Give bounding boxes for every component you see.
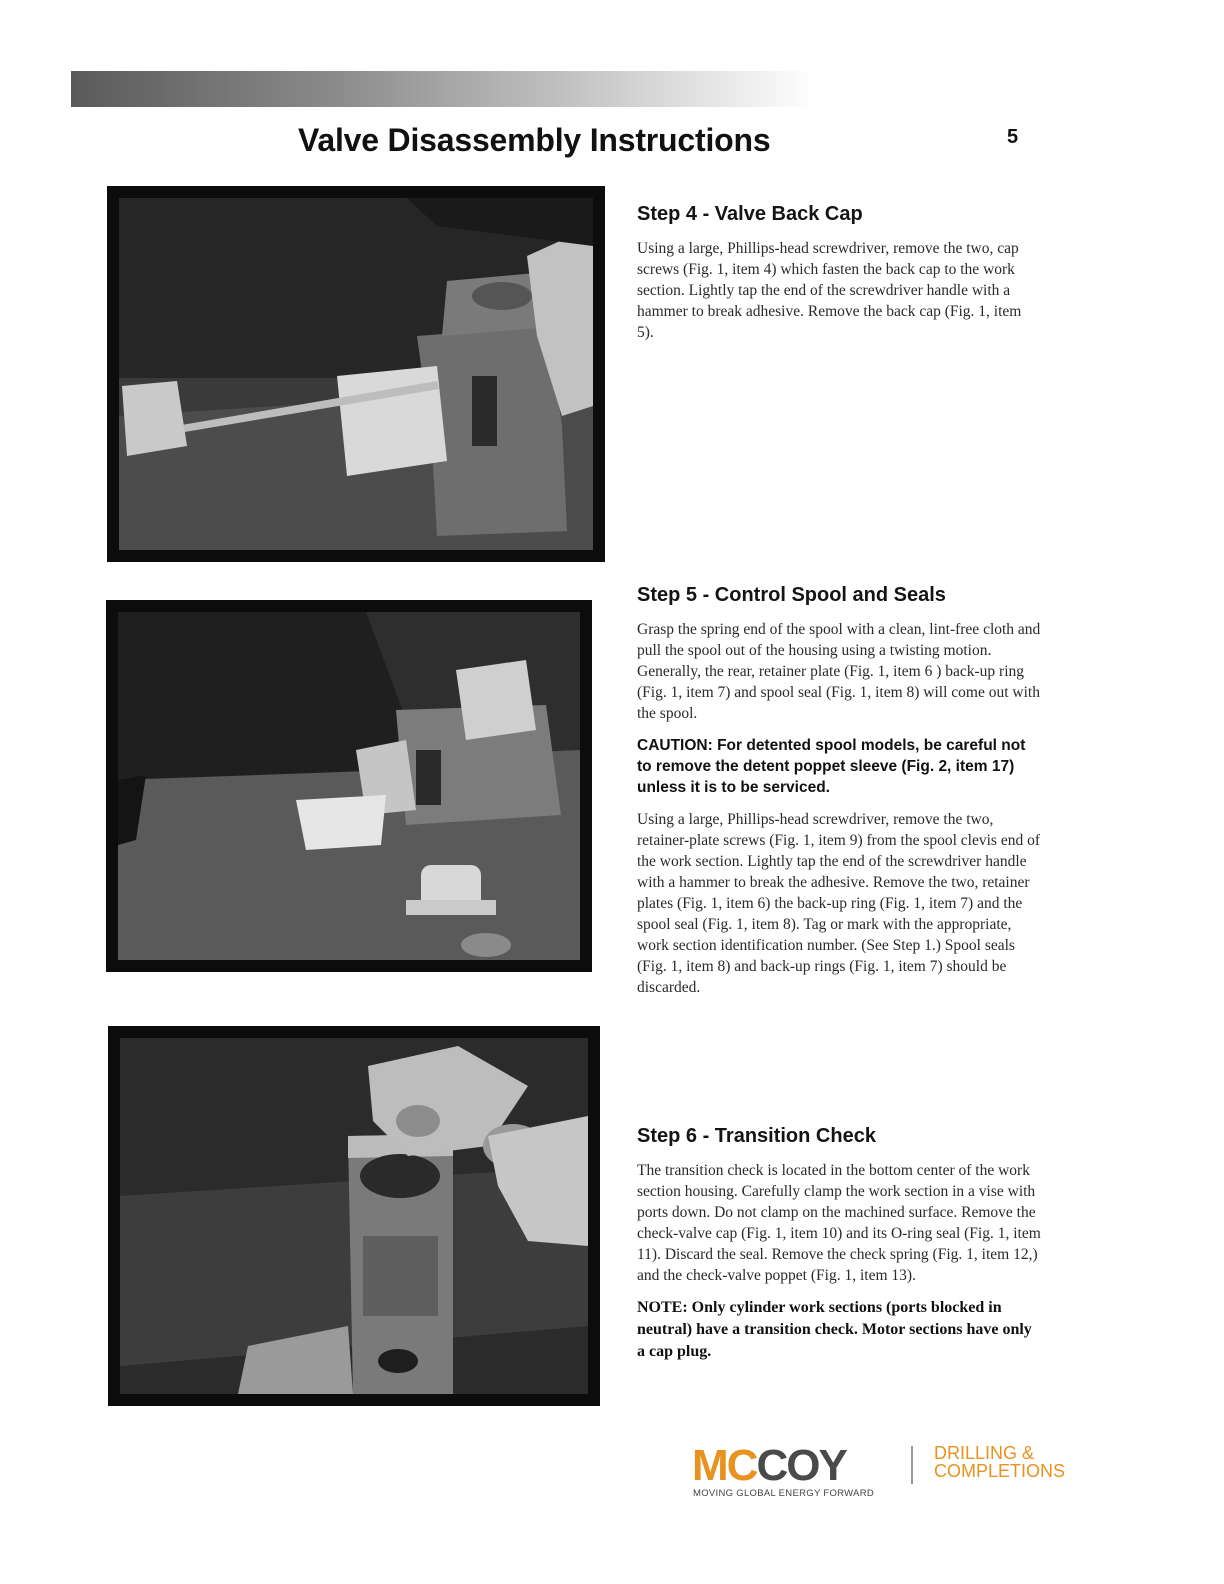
logo-division-line-1: DRILLING & bbox=[934, 1443, 1035, 1463]
step-4-section bbox=[637, 203, 1042, 354]
logo-division-line-2: COMPLETIONS bbox=[934, 1461, 1066, 1481]
photo-step-6-transition-check bbox=[108, 1026, 600, 1406]
logo-mc: MC bbox=[692, 1441, 757, 1490]
step-4-body: Using a large, Phillips-head screwdriver, remove the two, cap screws (Fig. 1, item 4) which fasten the back cap to the work section. Lightly tap the end of the screwdriver handle with a hammer to break adhesive. Remove the back cap (Fig. 1, item 5). bbox=[637, 240, 1022, 341]
step-5-body: Grasp the spring end of the spool with a clean, lint-free cloth and pull the spool out of the housing using a twisting motion. Generally, the rear, retainer plate (Fig. 1, item 6 ) back-up ring (Fig. 1, item 7) and spool seal (Fig. 1, item 8) will come out with the spool. bbox=[637, 621, 1041, 722]
header-gradient-bar bbox=[71, 71, 816, 107]
page-number: 5 bbox=[1007, 126, 1019, 148]
step-5-heading: Step 5 - Control Spool and Seals bbox=[637, 584, 946, 606]
step-5-body-continued: Using a large, Phillips-head screwdriver, remove the two, retainer-plate screws (Fig. 1, item 9) from the spool clevis end of the work section. Lightly tap the end of the screwdriver handle with a hammer to break the adhesive. Remove the two, retainer plates (Fig. 1, item 6) the back-up ring (Fig. 1, item 7) and the spool seal (Fig. 1, item 8). Tag or mark with the appropriate, work section identification number. (See Step 1.) Spool seals (Fig. 1, item 8) and back-up rings (Fig. 1, item 7) should be discarded. bbox=[637, 811, 1040, 996]
step-6-heading: Step 6 - Transition Check bbox=[637, 1125, 876, 1147]
logo-division bbox=[934, 1444, 1065, 1480]
step-6-section bbox=[637, 1125, 1042, 1374]
page-title: Valve Disassembly Instructions bbox=[298, 122, 771, 158]
step-5-section bbox=[637, 584, 1042, 1009]
photo-step-4-back-cap bbox=[107, 186, 605, 562]
logo-divider bbox=[911, 1446, 913, 1484]
step-5-caution: CAUTION: For detented spool models, be careful not to remove the detent poppet sleeve (Fig. 2, item 17) unless it is to be serviced. bbox=[637, 737, 1026, 796]
step-6-note: NOTE: Only cylinder work sections (ports blocked in neutral) have a transition check. Motor sections have only a cap plug. bbox=[637, 1299, 1032, 1360]
step-4-heading: Step 4 - Valve Back Cap bbox=[637, 203, 863, 225]
photo-step-5-control-spool bbox=[106, 600, 592, 972]
step-6-body: The transition check is located in the bottom center of the work section housing. Carefully clamp the work section in a vise with ports down. Do not clamp on the machined surface. Remove the check-valve cap (Fig. 1, item 10) and its O-ring seal (Fig. 1, item 11). Discard the seal. Remove the check spring (Fig. 1, item 12,) and the check-valve poppet (Fig. 1, item 13). bbox=[637, 1162, 1041, 1284]
mccoy-logo bbox=[692, 1440, 1082, 1504]
logo-coy: COY bbox=[756, 1441, 846, 1490]
logo-wordmark bbox=[692, 1441, 846, 1490]
logo-tagline: MOVING GLOBAL ENERGY FORWARD bbox=[693, 1488, 875, 1499]
